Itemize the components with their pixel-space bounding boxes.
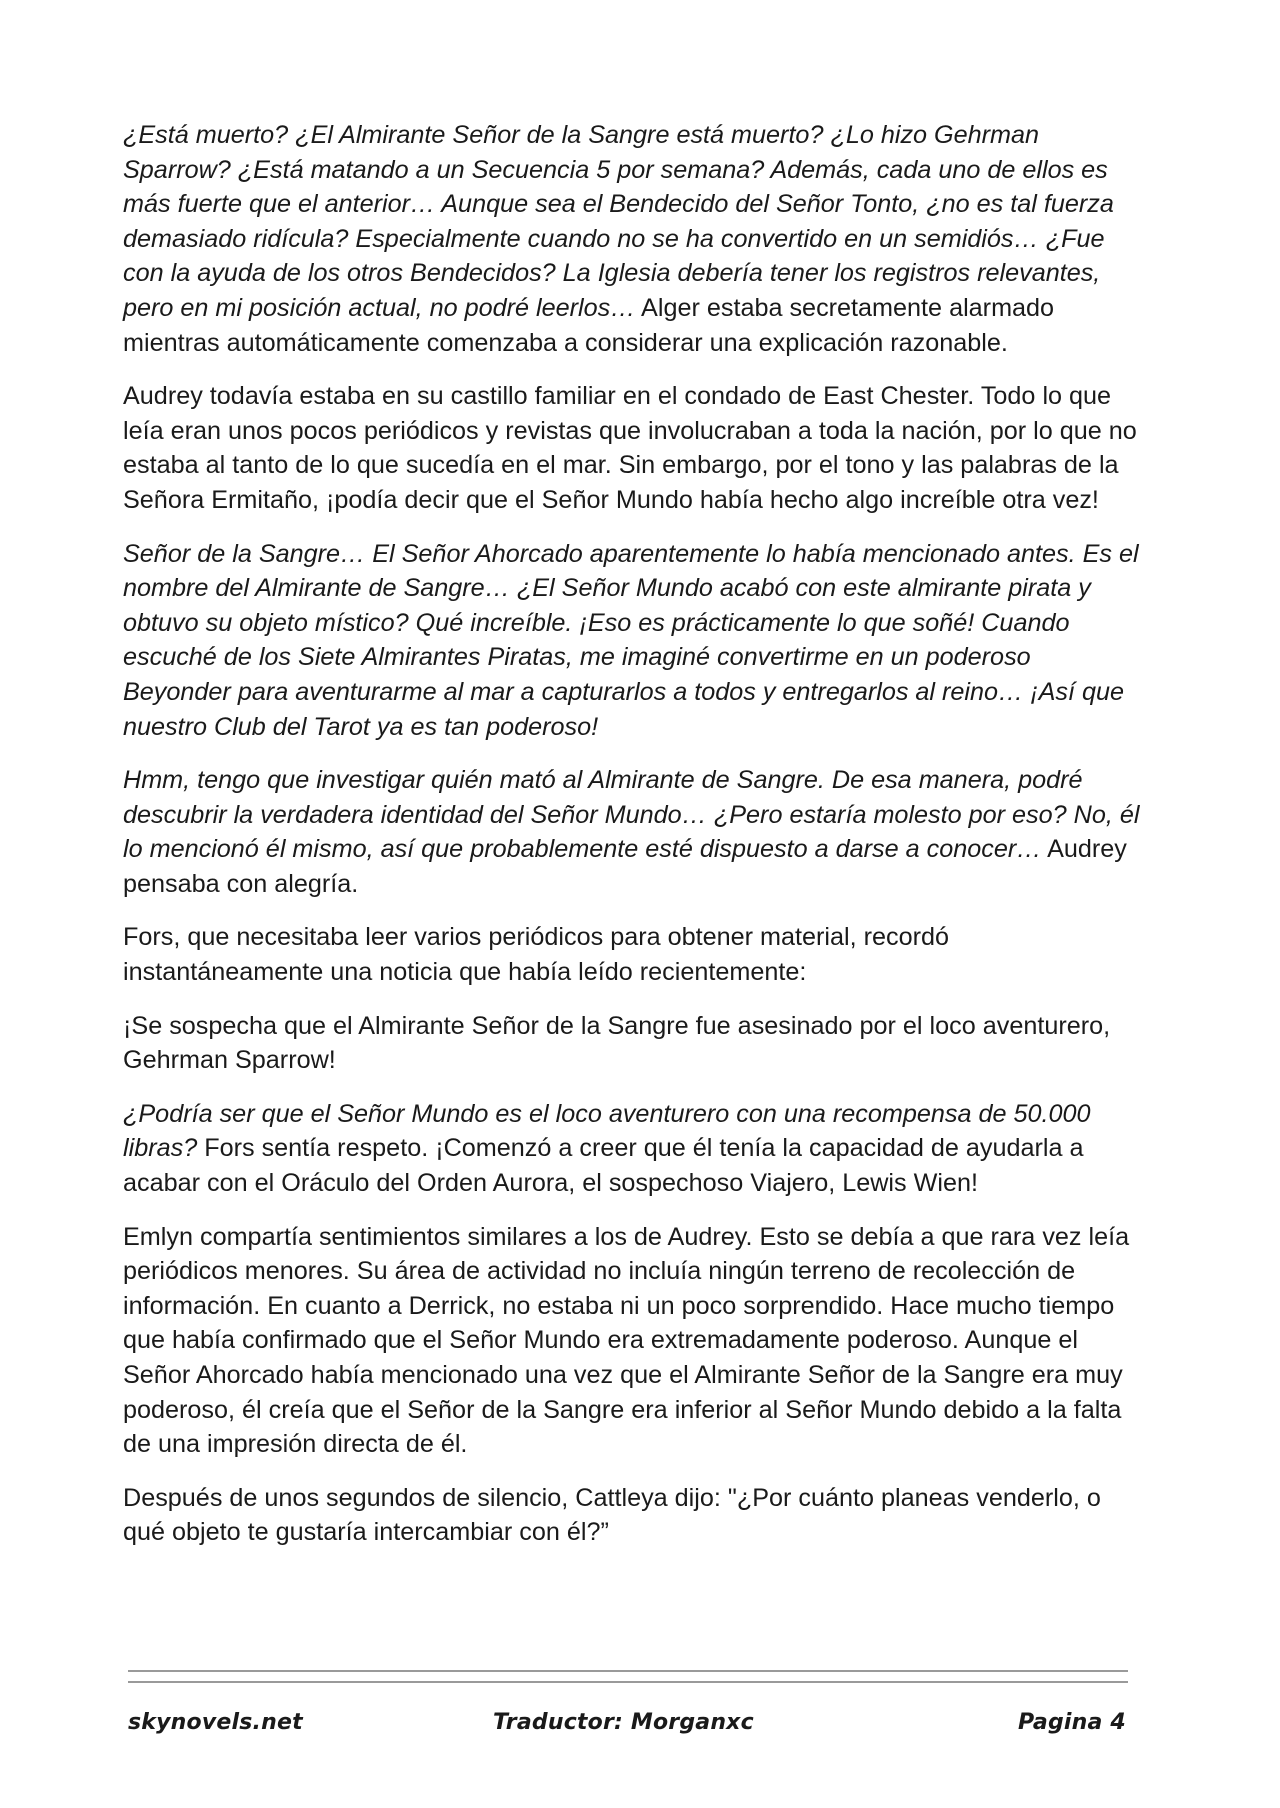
paragraph-7: ¿Podría ser que el Señor Mundo es el loco aventurero con una recompensa de 50.000 libras? Fors sentía respeto. ¡Comenzó a creer que él tenía la capacidad de ayudarla a acabar con el Oráculo del Orden Aurora, el sospechoso Viajero, Lewis Wien!: [123, 1099, 1091, 1198]
paragraph-2: Audrey todavía estaba en su castillo familiar en el condado de East Chester. Todo lo que leía eran unos pocos periódicos y revistas que involucraban a toda la nación, por lo que no estaba al tanto de lo que sucedía en el mar. Sin embargo, por el tono y las palabras de la Señora Ermitaño, ¡podía decir que el Señor Mundo había hecho algo increíble otra vez!: [123, 382, 1137, 514]
footer-page-number: Pagina 4: [1018, 1710, 1126, 1735]
paragraph-3: Señor de la Sangre… El Señor Ahorcado aparentemente lo había mencionado antes. Es el nombre del Almirante de Sangre… ¿El Señor Mundo acabó con este almirante pirata y obtuvo su objeto místico? Qué increíble. ¡Eso es prácticamente lo que soñé! Cuando escuché de los Siete Almirantes Piratas, me imaginé convertirme en un poderoso Beyonder para aventurarme al mar a capturarlos a todos y entregarlos al reino… ¡Así que nuestro Club del Tarot ya es tan poderoso!: [123, 539, 1139, 741]
paragraph-6: ¡Se sospecha que el Almirante Señor de la Sangre fue asesinado por el loco aventurero, Gehrman Sparrow!: [123, 1011, 1111, 1075]
paragraph-4: Hmm, tengo que investigar quién mató al Almirante de Sangre. De esa manera, podré descubrir la verdadera identidad del Señor Mundo… ¿Pero estaría molesto por eso? No, él lo mencionó él mismo, así que probablemente esté dispuesto a darse a conocer… Audrey pensaba con alegría.: [123, 766, 1140, 898]
footer-translator: Traductor: Morganxc: [493, 1710, 754, 1735]
footer-site: skynovels.net: [128, 1710, 303, 1735]
footer-divider-bottom: [128, 1681, 1128, 1683]
paragraph-9: Después de unos segundos de silencio, Cattleya dijo: "¿Por cuánto planeas venderlo, o qué objeto te gustaría intercambiar con él?”: [123, 1483, 1101, 1547]
body-text: [123, 118, 1143, 1569]
paragraph-1: ¿Está muerto? ¿El Almirante Señor de la Sangre está muerto? ¿Lo hizo Gehrman Sparrow? ¿Está matando a un Secuencia 5 por semana? Además, cada uno de ellos es más fuerte que el anterior… Aunque sea el Bendecido del Señor Tonto, ¿no es tal fuerza demasiado ridícula? Especialmente cuando no se ha convertido en un semidiós… ¿Fue con la ayuda de los otros Bendecidos? La Iglesia debería tener los registros relevantes, pero en mi posición actual, no podré leerlos… Alger estaba secretamente alarmado mientras automáticamente comenzaba a considerar una explicación razonable.: [123, 121, 1114, 357]
paragraph-8: Emlyn compartía sentimientos similares a los de Audrey. Esto se debía a que rara vez leía periódicos menores. Su área de actividad no incluía ningún terreno de recolección de información. En cuanto a Derrick, no estaba ni un poco sorprendido. Hace mucho tiempo que había confirmado que el Señor Mundo era extremadamente poderoso. Aunque el Señor Ahorcado había mencionado una vez que el Almirante Señor de la Sangre era muy poderoso, él creía que el Señor de la Sangre era inferior al Señor Mundo debido a la falta de una impresión directa de él.: [123, 1222, 1130, 1459]
footer-divider-top: [128, 1670, 1128, 1672]
paragraph-5: Fors, que necesitaba leer varios periódicos para obtener material, recordó instantáneamente una noticia que había leído recientemente:: [123, 923, 950, 987]
